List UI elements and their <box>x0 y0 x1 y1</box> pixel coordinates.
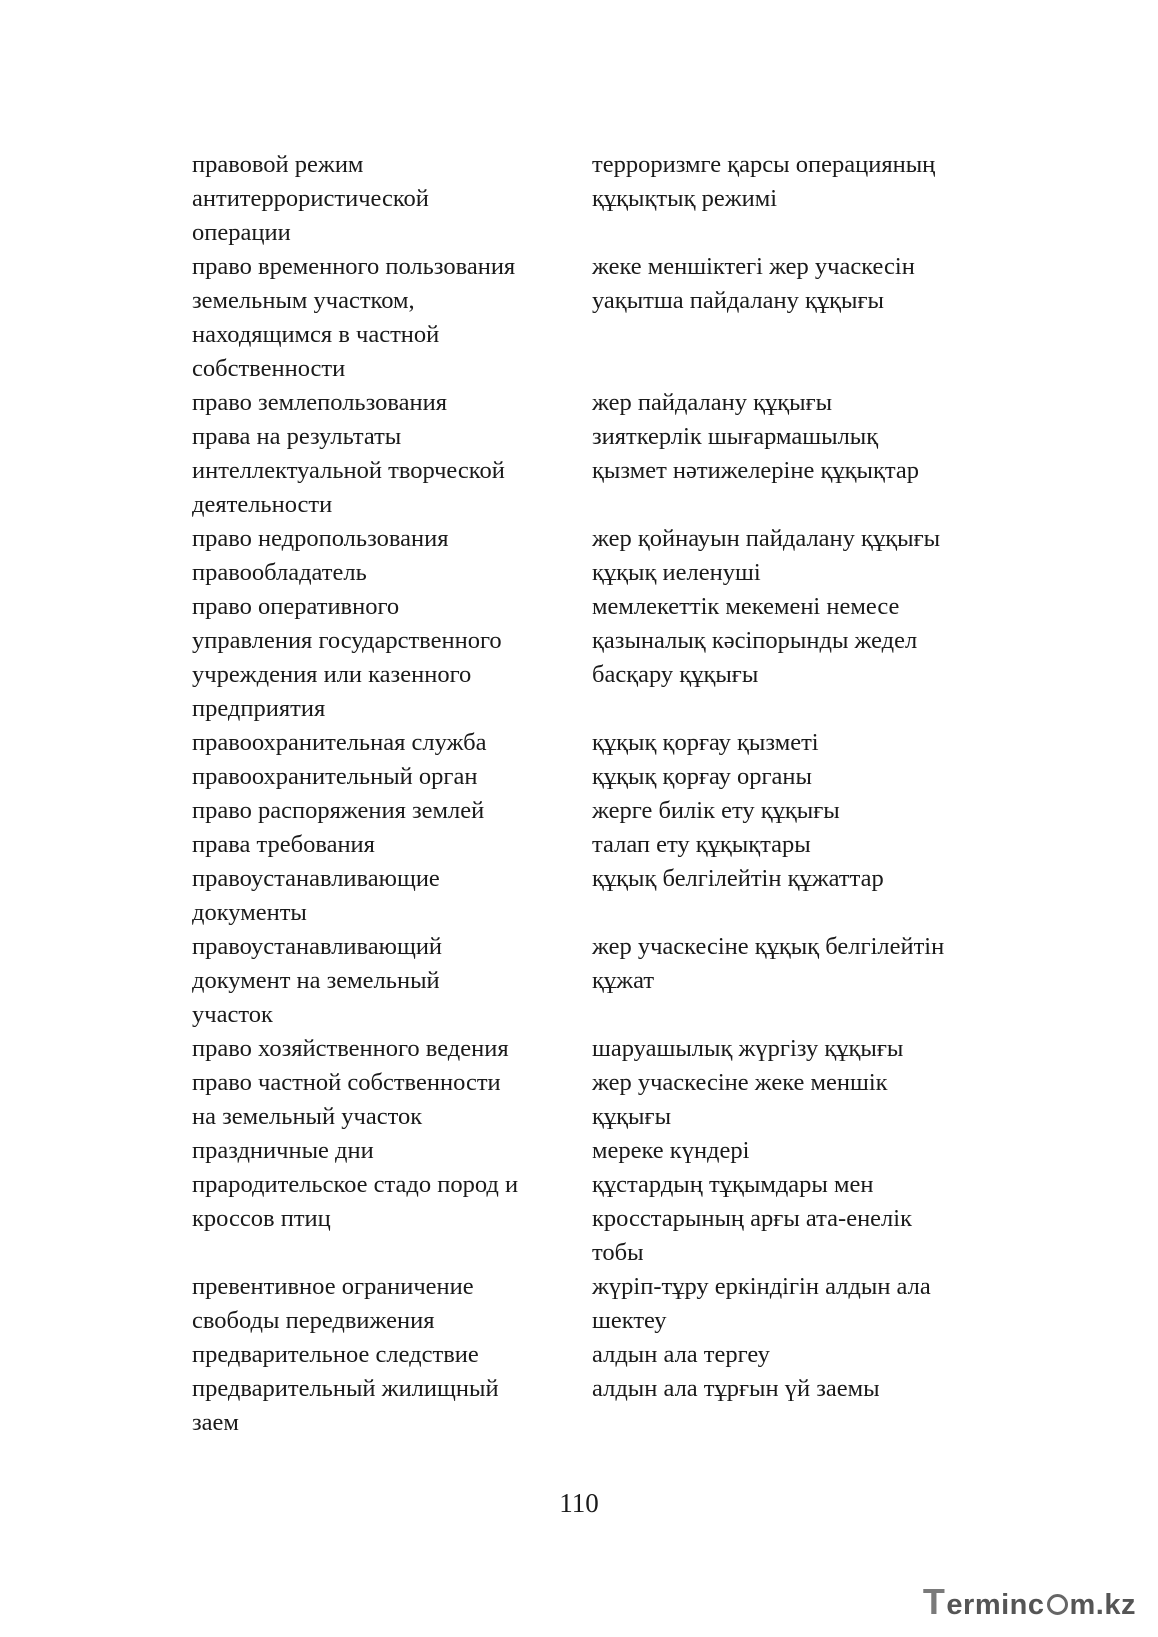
glossary-entry <box>192 1134 1022 1168</box>
russian-term: право временного пользования земельным участком, находящимся в частной собственности <box>192 253 516 382</box>
russian-term: право частной собственности на земельный участок <box>192 1069 501 1130</box>
russian-term: правоохранительная служба <box>192 729 487 756</box>
kazakh-term: шаруашылық жүргізу құқығы <box>592 1035 904 1062</box>
watermark-text-part2: m.kz <box>1069 1589 1136 1621</box>
glossary-entry <box>192 1032 1022 1066</box>
glossary-entry <box>192 1338 1022 1372</box>
glossary-entry <box>192 1066 1022 1134</box>
glossary-entry <box>192 760 1022 794</box>
kazakh-term: талап ету құқықтары <box>592 831 811 858</box>
magnifier-icon <box>1047 1594 1068 1615</box>
glossary-entry <box>192 590 1022 726</box>
glossary-entry <box>192 1270 1022 1338</box>
kazakh-term: жер пайдалану құқығы <box>592 389 833 416</box>
russian-term: правоустанавливающие документы <box>192 865 440 926</box>
kazakh-term: құқық белгілейтін құжаттар <box>592 865 884 892</box>
glossary-entry <box>192 930 1022 1032</box>
russian-term: право распоряжения землей <box>192 797 485 824</box>
glossary-entry <box>192 794 1022 828</box>
russian-term: правообладатель <box>192 559 367 586</box>
kazakh-term: алдын ала тұрғын үй заемы <box>592 1375 880 1402</box>
termincom-watermark-logo <box>923 1581 1136 1623</box>
kazakh-term: жүріп-тұру еркіндігін алдын ала шектеу <box>592 1273 931 1334</box>
russian-term: право недропользования <box>192 525 449 552</box>
kazakh-term: терроризмге қарсы операцияның құқықтық режимі <box>592 151 936 212</box>
glossary-entry <box>192 386 1022 420</box>
kazakh-term: жер қойнауын пайдалану құқығы <box>592 525 941 552</box>
kazakh-term: құқық иеленуші <box>592 559 761 586</box>
glossary-entry <box>192 828 1022 862</box>
watermark-text-part1: erminc <box>946 1589 1045 1621</box>
russian-term: право хозяйственного ведения <box>192 1035 509 1062</box>
glossary-entry <box>192 556 1022 590</box>
glossary-entry <box>192 250 1022 386</box>
kazakh-term: мемлекеттік мекемені немесе қазыналық кәсіпорынды жедел басқару құқығы <box>592 593 918 688</box>
kazakh-term: жер учаскесіне құқық белгілейтін құжат <box>592 933 945 994</box>
russian-term: праздничные дни <box>192 1137 374 1164</box>
russian-term: права требования <box>192 831 375 858</box>
glossary-entry <box>192 420 1022 522</box>
kazakh-term: мереке күндері <box>592 1137 750 1164</box>
kazakh-term: алдын ала тергеу <box>592 1341 770 1368</box>
kazakh-term: жерге билік ету құқығы <box>592 797 840 824</box>
kazakh-term: жер учаскесіне жеке меншік құқығы <box>592 1069 888 1130</box>
glossary-entry <box>192 522 1022 556</box>
glossary-entry <box>192 148 1022 250</box>
russian-term: предварительное следствие <box>192 1341 479 1368</box>
kazakh-term: зияткерлік шығармашылық қызмет нәтижелеріне құқықтар <box>592 423 920 484</box>
russian-term: правоустанавливающий документ на земельный участок <box>192 933 443 1028</box>
watermark-t-letter: T <box>922 1581 946 1622</box>
glossary-entry <box>192 1372 1022 1440</box>
russian-term: предварительный жилищный заем <box>192 1375 499 1436</box>
kazakh-term: құқық қорғау органы <box>592 763 812 790</box>
russian-term: прародительское стадо пород и кроссов птиц <box>192 1171 519 1232</box>
russian-term: правовой режим антитеррористической операции <box>192 151 429 246</box>
kazakh-term: құстардың тұқымдары мен кросстарының арғы ата-енелік тобы <box>592 1171 912 1266</box>
kazakh-term: жеке меншіктегі жер учаскесін уақытша пайдалану құқығы <box>592 253 915 314</box>
russian-term: права на результаты интеллектуальной творческой деятельности <box>192 423 505 518</box>
glossary-entry <box>192 862 1022 930</box>
russian-term: превентивное ограничение свободы передвижения <box>192 1273 474 1334</box>
glossary-entry <box>192 1168 1022 1270</box>
russian-term: право землепользования <box>192 389 448 416</box>
glossary-entries <box>192 148 1022 1440</box>
page-number: 110 <box>559 1488 599 1518</box>
russian-term: правоохранительный орган <box>192 763 478 790</box>
glossary-entry <box>192 726 1022 760</box>
kazakh-term: құқық қорғау қызметі <box>592 729 819 756</box>
russian-term: право оперативного управления государственного учреждения или казенного предприятия <box>192 593 502 722</box>
